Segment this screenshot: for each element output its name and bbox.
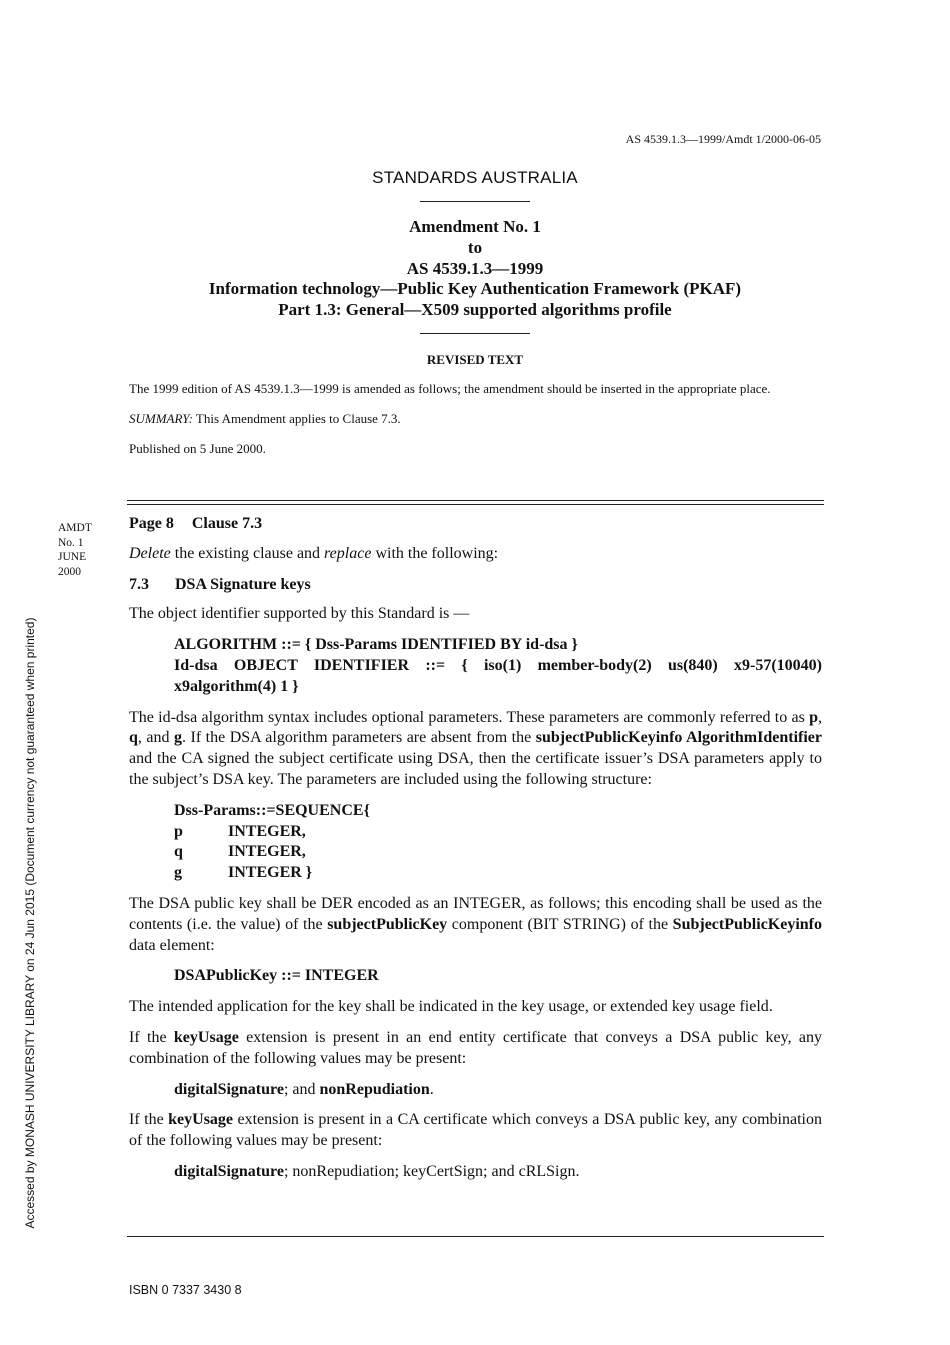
footer-divider bbox=[127, 1236, 824, 1237]
param-g: g bbox=[174, 729, 182, 747]
section-title: DSA Signature keys bbox=[175, 575, 311, 593]
paragraph bbox=[129, 1110, 822, 1152]
access-watermark: Accessed by MONASH UNIVERSITY LIBRARY on 24 Jun 2015 (Document currency not guaranteed when printed) bbox=[23, 617, 37, 1229]
margin-note-line: 2000 bbox=[58, 565, 81, 578]
code-line: Id-dsa OBJECT IDENTIFIER ::= { iso(1) member-body(2) us(840) x9-57(10040) x9algorithm(4) 1 } bbox=[174, 656, 822, 695]
instruction bbox=[129, 544, 822, 565]
bold-term: digitalSignature bbox=[174, 1080, 284, 1098]
margin-note-line: JUNE bbox=[58, 551, 87, 563]
field-name: p bbox=[174, 822, 183, 840]
sequence-head: Dss-Params::=SEQUENCE{ bbox=[174, 801, 370, 819]
sequence-row bbox=[174, 863, 822, 884]
double-divider bbox=[127, 500, 824, 505]
document-id: AS 4539.1.3—1999/Amdt 1/2000-06-05 bbox=[625, 132, 821, 146]
revised-text-heading: REVISED TEXT bbox=[426, 352, 524, 367]
bold-term: keyUsage bbox=[173, 1028, 239, 1046]
sequence-block bbox=[174, 801, 822, 884]
field-type: INTEGER, bbox=[228, 822, 306, 840]
field-name: q bbox=[174, 843, 183, 861]
clause-ref: Clause 7.3 bbox=[191, 515, 263, 532]
sequence-row bbox=[174, 842, 822, 863]
text: . If the DSA algorithm parameters are absent from the bbox=[182, 729, 536, 747]
text: component (BIT STRING) of the bbox=[447, 915, 673, 933]
text: If the bbox=[129, 1111, 169, 1129]
text: and the CA signed the subject certificate using DSA, then the certificate issuer’s DSA parameters apply to the subject’s DSA key. The parameters are included using the following structure: bbox=[129, 750, 822, 788]
bold-term: digitalSignature bbox=[174, 1162, 284, 1180]
bold-term: SubjectPublicKeyinfo bbox=[672, 915, 823, 933]
intro-section bbox=[129, 378, 822, 460]
page-ref: Page 8 bbox=[129, 515, 174, 532]
published-date: Published on 5 June 2000. bbox=[129, 441, 266, 456]
instr-text: the existing clause and bbox=[170, 544, 325, 562]
paragraph: The object identifier supported by this Standard is — bbox=[129, 605, 470, 623]
text: The id-dsa algorithm syntax includes optional parameters. These parameters are commonly referred to as bbox=[129, 708, 810, 726]
paragraph bbox=[129, 1028, 822, 1070]
text: The DSA public key shall be DER encoded as an INTEGER, as follows; this encoding shall be used as the contents (i.e. the value) of the bbox=[129, 894, 822, 933]
field-type: INTEGER } bbox=[228, 864, 313, 882]
isbn: ISBN 0 7337 3430 8 bbox=[129, 1283, 242, 1297]
text: data element: bbox=[129, 936, 215, 954]
asn1-block bbox=[174, 635, 822, 697]
instr-delete: Delete bbox=[129, 544, 171, 562]
value-list bbox=[174, 1162, 822, 1183]
value-list bbox=[174, 1080, 822, 1101]
paragraph: The intended application for the key shall be indicated in the key usage, or extended key usage field. bbox=[129, 998, 773, 1016]
bold-term: subjectPublicKey bbox=[327, 915, 448, 933]
title-line: Information technology—Public Key Authentication Framework (PKAF) bbox=[208, 279, 742, 299]
title-line: to bbox=[467, 237, 483, 257]
bold-term: keyUsage bbox=[168, 1111, 234, 1129]
text: , and bbox=[137, 729, 174, 747]
param-q: q bbox=[129, 729, 138, 747]
asn1-line: DSAPublicKey ::= INTEGER bbox=[174, 967, 379, 985]
summary-label: SUMMARY: bbox=[129, 411, 193, 426]
sequence-row bbox=[174, 822, 822, 843]
text: extension is present in a CA certificate which conveys a DSA public key, any combination of the following values may be present: bbox=[129, 1111, 822, 1150]
paragraph bbox=[129, 708, 822, 791]
text: , bbox=[818, 708, 822, 726]
field-name: g bbox=[174, 864, 182, 882]
code-line: ALGORITHM ::= { Dss-Params IDENTIFIED BY id-dsa } bbox=[174, 636, 578, 654]
divider bbox=[420, 333, 530, 334]
amendment-margin-note bbox=[58, 521, 92, 579]
title-line: Part 1.3: General—X509 supported algorithms profile bbox=[278, 300, 672, 320]
section-heading bbox=[129, 575, 822, 596]
summary bbox=[129, 408, 822, 430]
margin-note-line: AMDT bbox=[58, 522, 92, 534]
margin-note-line: No. 1 bbox=[58, 536, 84, 549]
section-number: 7.3 bbox=[129, 575, 149, 593]
organization-name: STANDARDS AUSTRALIA bbox=[372, 168, 578, 187]
text: ; nonRepudiation; keyCertSign; and cRLSign. bbox=[283, 1162, 580, 1180]
instr-text: with the following: bbox=[371, 544, 499, 562]
page-clause-heading bbox=[129, 514, 822, 535]
intro-paragraph: The 1999 edition of AS 4539.1.3—1999 is amended as follows; the amendment should be inserted in the appropriate place. bbox=[129, 381, 771, 396]
title-line: Amendment No. 1 bbox=[409, 217, 541, 236]
summary-text: This Amendment applies to Clause 7.3. bbox=[192, 411, 401, 426]
paragraph bbox=[129, 894, 822, 956]
text: extension is present in an end entity certificate that conveys a DSA public key, any combination of the following values may be present: bbox=[129, 1028, 823, 1067]
param-p: p bbox=[809, 708, 818, 726]
bold-term: nonRepudiation bbox=[319, 1080, 430, 1098]
bold-term: subjectPublicKeyinfo AlgorithmIdentifier bbox=[535, 729, 822, 747]
text: . bbox=[429, 1080, 434, 1098]
instr-replace: replace bbox=[324, 544, 372, 562]
divider bbox=[420, 201, 530, 202]
amendment-title bbox=[0, 217, 950, 321]
text: ; and bbox=[283, 1080, 320, 1098]
text: If the bbox=[129, 1028, 174, 1046]
field-type: INTEGER, bbox=[228, 843, 306, 861]
title-line: AS 4539.1.3—1999 bbox=[406, 258, 544, 278]
amendment-body bbox=[129, 514, 822, 1193]
